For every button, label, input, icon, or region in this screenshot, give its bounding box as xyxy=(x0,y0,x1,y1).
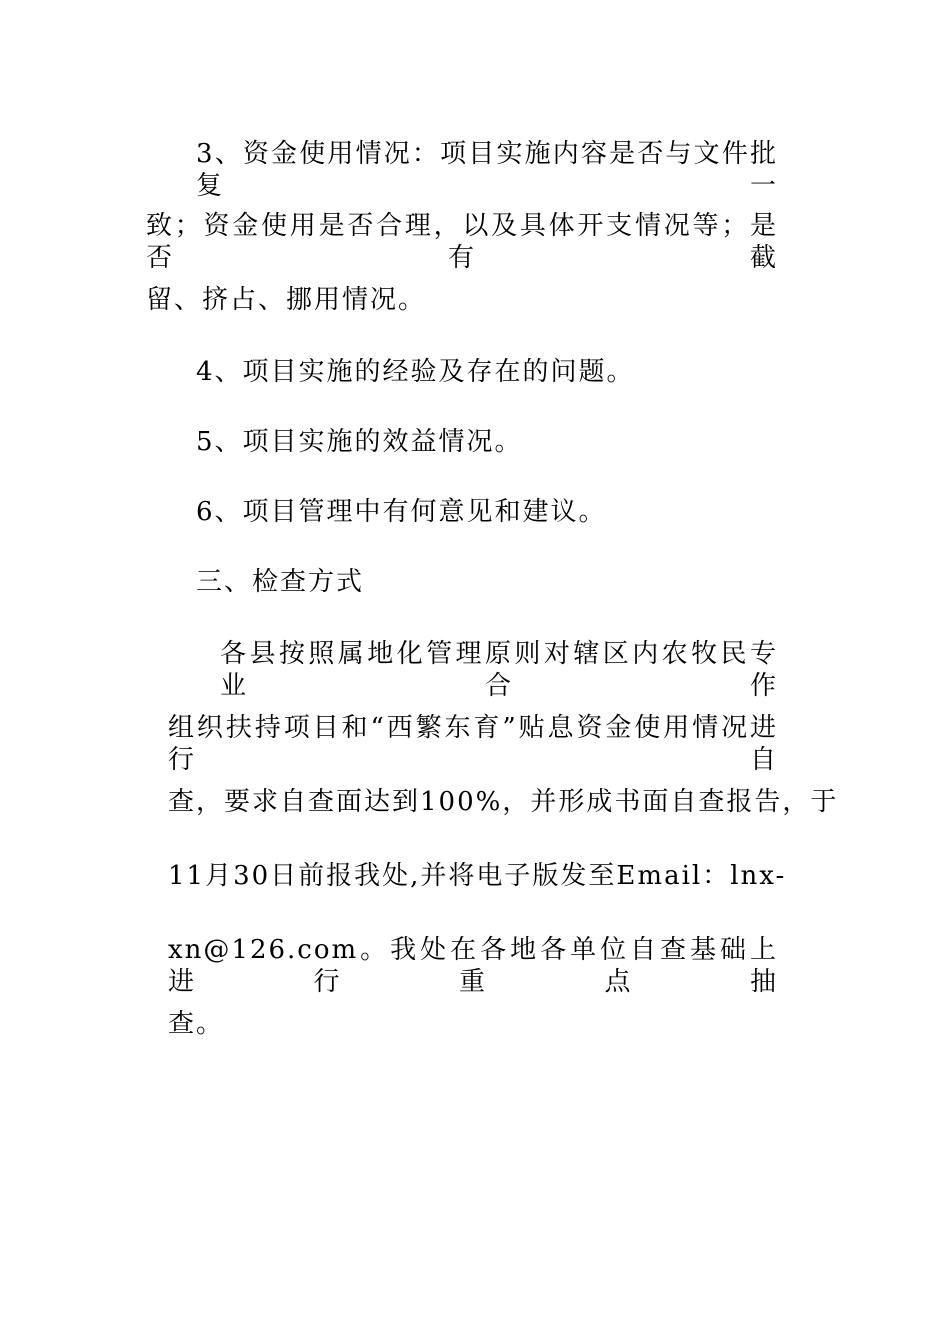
paragraph-funds-line-2: 致；资金使用是否合理，以及具体开支情况等；是否有截 xyxy=(146,211,778,273)
paragraph-method-line-4: 11月30日前报我处,并将电子版发至Email：lnx- xyxy=(168,861,787,891)
paragraph-method-line-3: 查，要求自查面达到100%，并形成书面自查报告，于 xyxy=(168,787,839,817)
item-5-benefits: 5、项目实施的效益情况。 xyxy=(196,427,523,457)
paragraph-method-line-5: xn@126.com。我处在各地各单位自查基础上进行重点抽 xyxy=(168,935,778,997)
paragraph-method-line-1: 各县按照属地化管理原则对辖区内农牧民专业合作 xyxy=(220,639,778,701)
item-6-suggestions: 6、项目管理中有何意见和建议。 xyxy=(196,497,607,527)
paragraph-funds-line-1: 3、资金使用情况：项目实施内容是否与文件批复一 xyxy=(196,139,778,201)
paragraph-funds-line-3: 留、挤占、挪用情况。 xyxy=(146,285,427,315)
paragraph-method-line-2: 组织扶持项目和“西繁东育”贴息资金使用情况进行自 xyxy=(168,713,778,775)
paragraph-method-line-6: 查。 xyxy=(168,1009,225,1039)
item-4-experience: 4、项目实施的经验及存在的问题。 xyxy=(196,357,635,387)
section-heading-inspection-method: 三、检查方式 xyxy=(196,567,365,597)
